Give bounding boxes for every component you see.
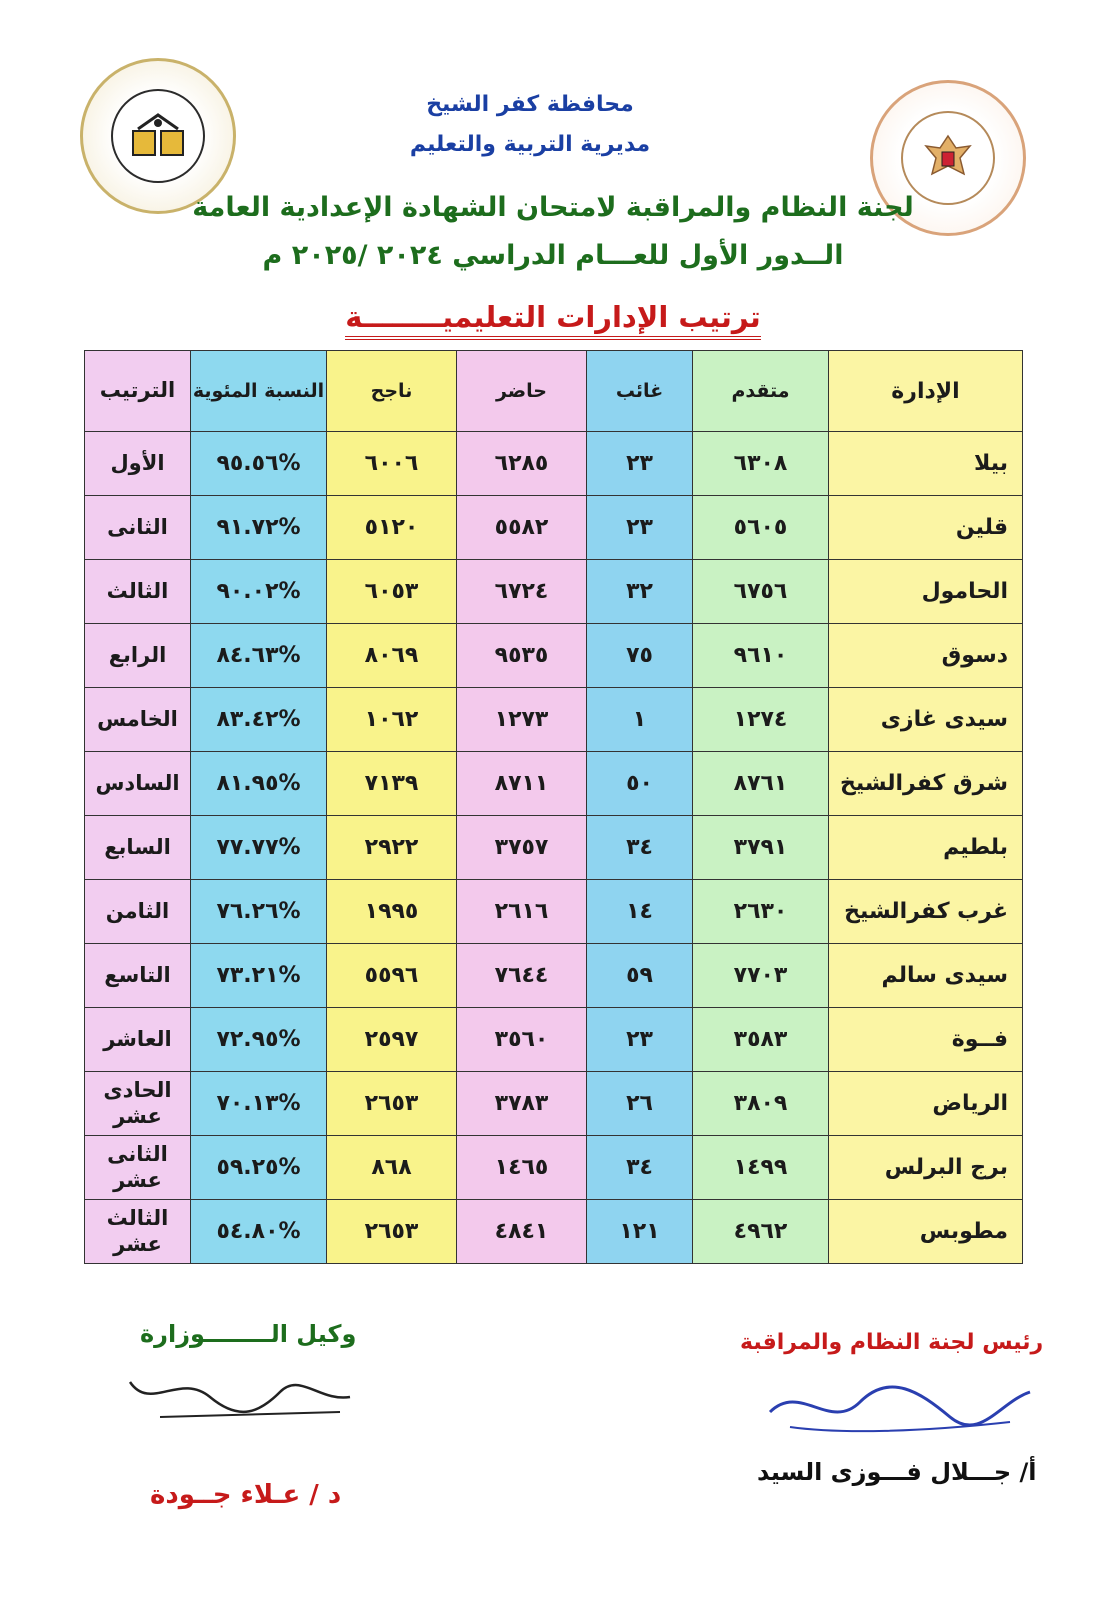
district-name: دسوق (829, 624, 1023, 688)
absent-count: ٢٣ (587, 496, 693, 560)
rank-label: الثانى (85, 496, 191, 560)
present-count: ٥٥٨٢ (457, 496, 587, 560)
pass-percentage: %٥٤.٨٠ (191, 1200, 327, 1264)
district-name: برج البرلس (829, 1136, 1023, 1200)
table-row (85, 624, 1023, 688)
pass-percentage: %٩٥.٥٦ (191, 432, 327, 496)
committee-head-signature (760, 1372, 1040, 1442)
district-name: شرق كفرالشيخ (829, 752, 1023, 816)
absent-count: ٣٤ (587, 1136, 693, 1200)
passed-count: ٨٠٦٩ (327, 624, 457, 688)
pass-percentage: %٨٣.٤٢ (191, 688, 327, 752)
table-row (85, 432, 1023, 496)
table-header-row (85, 351, 1023, 432)
pass-percentage: %٧٣.٢١ (191, 944, 327, 1008)
absent-count: ٣٤ (587, 816, 693, 880)
absent-count: ٥٩ (587, 944, 693, 1008)
committee-title: لجنة النظام والمراقبة لامتحان الشهادة الإعدادية العامة (192, 192, 914, 223)
results-table (84, 350, 1023, 1264)
pass-percentage: %٧٦.٢٦ (191, 880, 327, 944)
applied-count: ١٢٧٤ (693, 688, 829, 752)
rank-label: التاسع (85, 944, 191, 1008)
passed-count: ٢٥٩٧ (327, 1008, 457, 1072)
district-name: قلين (829, 496, 1023, 560)
present-count: ١٤٦٥ (457, 1136, 587, 1200)
directorate-title: مديرية التربية والتعليم (409, 132, 651, 157)
absent-count: ١٢١ (587, 1200, 693, 1264)
undersecretary-title: وكيل الــــــــوزارة (140, 1320, 357, 1348)
ranking-title (0, 300, 1106, 334)
applied-count: ٥٦٠٥ (693, 496, 829, 560)
applied-count: ٦٧٥٦ (693, 560, 829, 624)
applied-count: ٣٨٠٩ (693, 1072, 829, 1136)
applied-count: ١٤٩٩ (693, 1136, 829, 1200)
table-row (85, 1008, 1023, 1072)
committee-head-title: رئيس لجنة النظام والمراقبة (740, 1330, 1044, 1355)
eagle-emblem-icon (901, 111, 995, 205)
absent-count: ٢٦ (587, 1072, 693, 1136)
pass-percentage: %٩١.٧٢ (191, 496, 327, 560)
district-name: الحامول (829, 560, 1023, 624)
present-count: ٣٧٨٣ (457, 1072, 587, 1136)
table-row (85, 816, 1023, 880)
passed-count: ١٠٦٢ (327, 688, 457, 752)
header-rank: الترتيب (85, 351, 191, 432)
present-count: ٦٧٢٤ (457, 560, 587, 624)
present-count: ٧٦٤٤ (457, 944, 587, 1008)
passed-count: ٢٦٥٣ (327, 1072, 457, 1136)
district-name: سيدى غازى (829, 688, 1023, 752)
district-name: بلطيم (829, 816, 1023, 880)
kafr-elsheikh-directorate-seal (80, 58, 236, 214)
table-row (85, 1200, 1023, 1264)
header-percentage: النسبة المئوية (191, 351, 327, 432)
header-district: الإدارة (829, 351, 1023, 432)
pass-percentage: %٧٠.١٣ (191, 1072, 327, 1136)
applied-count: ٣٧٩١ (693, 816, 829, 880)
table-row (85, 688, 1023, 752)
passed-count: ٦٠٠٦ (327, 432, 457, 496)
district-name: فــوة (829, 1008, 1023, 1072)
present-count: ٣٧٥٧ (457, 816, 587, 880)
rank-label: الثالث (85, 560, 191, 624)
applied-count: ٢٦٣٠ (693, 880, 829, 944)
rank-label: الثانى عشر (85, 1136, 191, 1200)
committee-head-name: أ/ جـــلال فـــوزى السيد (757, 1458, 1037, 1486)
header-absent: غائب (587, 351, 693, 432)
absent-count: ٧٥ (587, 624, 693, 688)
passed-count: ٧١٣٩ (327, 752, 457, 816)
applied-count: ٤٩٦٢ (693, 1200, 829, 1264)
present-count: ٣٥٦٠ (457, 1008, 587, 1072)
table-row (85, 944, 1023, 1008)
rank-label: الثامن (85, 880, 191, 944)
present-count: ٨٧١١ (457, 752, 587, 816)
pass-percentage: %٨٤.٦٣ (191, 624, 327, 688)
absent-count: ٥٠ (587, 752, 693, 816)
present-count: ٦٢٨٥ (457, 432, 587, 496)
header-applied: متقدم (693, 351, 829, 432)
present-count: ٢٦١٦ (457, 880, 587, 944)
governorate-title: محافظة كفر الشيخ (426, 92, 634, 117)
absent-count: ٣٢ (587, 560, 693, 624)
ranking-title-text: ترتيب الإدارات التعليميــــــــة (345, 300, 761, 340)
present-count: ٩٥٣٥ (457, 624, 587, 688)
table-row (85, 560, 1023, 624)
passed-count: ٥٥٩٦ (327, 944, 457, 1008)
district-name: مطوبس (829, 1200, 1023, 1264)
header-present: حاضر (457, 351, 587, 432)
applied-count: ٣٥٨٣ (693, 1008, 829, 1072)
district-name: غرب كفرالشيخ (829, 880, 1023, 944)
table-row (85, 1072, 1023, 1136)
rank-label: السابع (85, 816, 191, 880)
pass-percentage: %٨١.٩٥ (191, 752, 327, 816)
undersecretary-name: د / عـلاء جــودة (150, 1480, 342, 1510)
table-row (85, 880, 1023, 944)
absent-count: ٢٣ (587, 432, 693, 496)
pass-percentage: %٧٢.٩٥ (191, 1008, 327, 1072)
applied-count: ٩٦١٠ (693, 624, 829, 688)
rank-label: السادس (85, 752, 191, 816)
passed-count: ٢٩٢٢ (327, 816, 457, 880)
applied-count: ٧٧٠٣ (693, 944, 829, 1008)
passed-count: ٢٦٥٣ (327, 1200, 457, 1264)
exam-term-title: الــدور الأول للعـــام الدراسي ٢٠٢٤ /٢٠٢٥ م (262, 240, 844, 271)
book-emblem-icon (111, 89, 205, 183)
table-row (85, 1136, 1023, 1200)
district-name: بيلا (829, 432, 1023, 496)
applied-count: ٦٣٠٨ (693, 432, 829, 496)
table-row (85, 496, 1023, 560)
present-count: ٤٨٤١ (457, 1200, 587, 1264)
rank-label: الثالث عشر (85, 1200, 191, 1264)
passed-count: ٥١٢٠ (327, 496, 457, 560)
rank-label: العاشر (85, 1008, 191, 1072)
table-row (85, 752, 1023, 816)
undersecretary-signature (120, 1362, 360, 1432)
pass-percentage: %٩٠.٠٢ (191, 560, 327, 624)
absent-count: ١ (587, 688, 693, 752)
pass-percentage: %٥٩.٢٥ (191, 1136, 327, 1200)
rank-label: الأول (85, 432, 191, 496)
rank-label: الخامس (85, 688, 191, 752)
district-name: سيدى سالم (829, 944, 1023, 1008)
rank-label: الرابع (85, 624, 191, 688)
absent-count: ٢٣ (587, 1008, 693, 1072)
absent-count: ١٤ (587, 880, 693, 944)
rank-label: الحادى عشر (85, 1072, 191, 1136)
passed-count: ٨٦٨ (327, 1136, 457, 1200)
pass-percentage: %٧٧.٧٧ (191, 816, 327, 880)
district-name: الرياض (829, 1072, 1023, 1136)
passed-count: ١٩٩٥ (327, 880, 457, 944)
present-count: ١٢٧٣ (457, 688, 587, 752)
passed-count: ٦٠٥٣ (327, 560, 457, 624)
applied-count: ٨٧٦١ (693, 752, 829, 816)
header-passed: ناجح (327, 351, 457, 432)
